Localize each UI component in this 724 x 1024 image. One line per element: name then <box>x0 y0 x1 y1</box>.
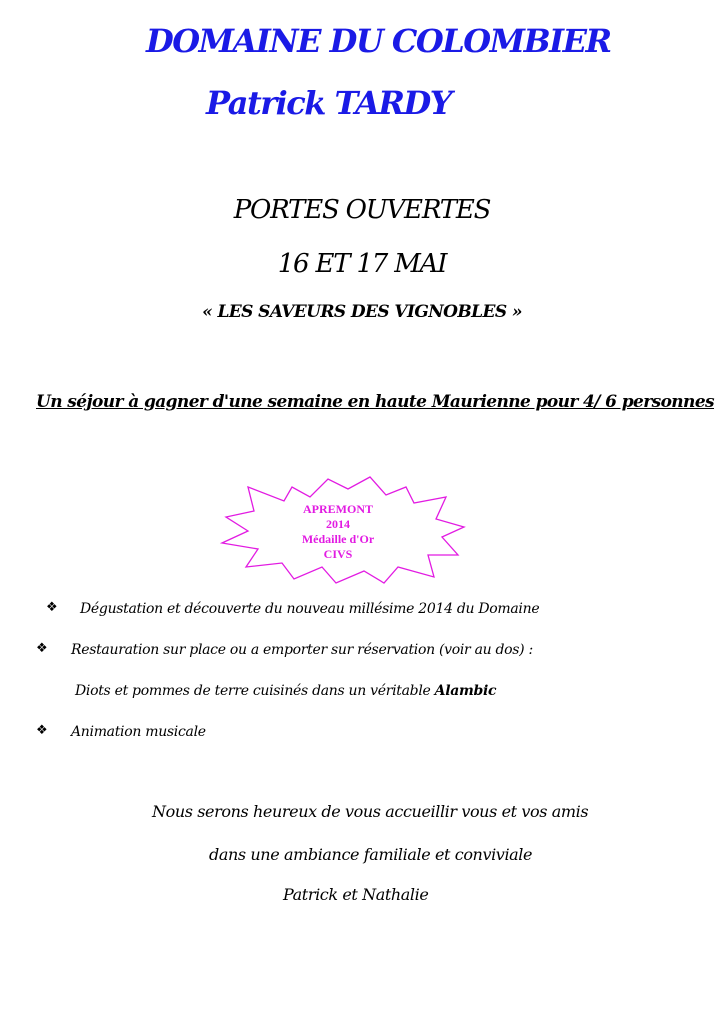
medal-year: 2014 <box>326 517 350 531</box>
detail-highlight: Alambic <box>434 683 497 699</box>
list-item-detail <box>75 683 496 699</box>
medal-badge <box>218 475 468 587</box>
event-name: PORTES OUVERTES <box>233 195 491 225</box>
diamond-bullet-icon: ❖ <box>46 600 58 615</box>
closing-line-2: dans une ambiance familiale et conviviale <box>209 845 533 864</box>
domain-title: DOMAINE DU COLOMBIER <box>146 22 611 60</box>
list-item: Animation musicale <box>71 724 206 740</box>
owner-name: Patrick TARDY <box>206 84 452 122</box>
event-theme: « LES SAVEURS DES VIGNOBLES » <box>202 302 522 322</box>
signature: Patrick et Nathalie <box>283 885 429 904</box>
diamond-bullet-icon: ❖ <box>36 723 48 738</box>
list-item: Dégustation et découverte du nouveau millésime 2014 du Domaine <box>80 601 540 617</box>
detail-text: Diots et pommes de terre cuisinés dans un véritable <box>75 683 431 699</box>
diamond-bullet-icon: ❖ <box>36 641 48 656</box>
list-item: Restauration sur place ou a emporter sur réservation (voir au dos) : <box>71 642 533 658</box>
starburst-shape <box>218 475 468 587</box>
medal-organization: CIVS <box>323 547 353 561</box>
medal-award: Médaille d'Or <box>301 532 375 546</box>
medal-appellation: APREMONT <box>303 502 373 516</box>
contest-announcement: Un séjour à gagner d'une semaine en haute Maurienne pour 4/ 6 personnes <box>36 392 715 412</box>
closing-line-1: Nous serons heureux de vous accueillir vous et vos amis <box>152 802 589 821</box>
event-dates: 16 ET 17 MAI <box>277 249 447 279</box>
